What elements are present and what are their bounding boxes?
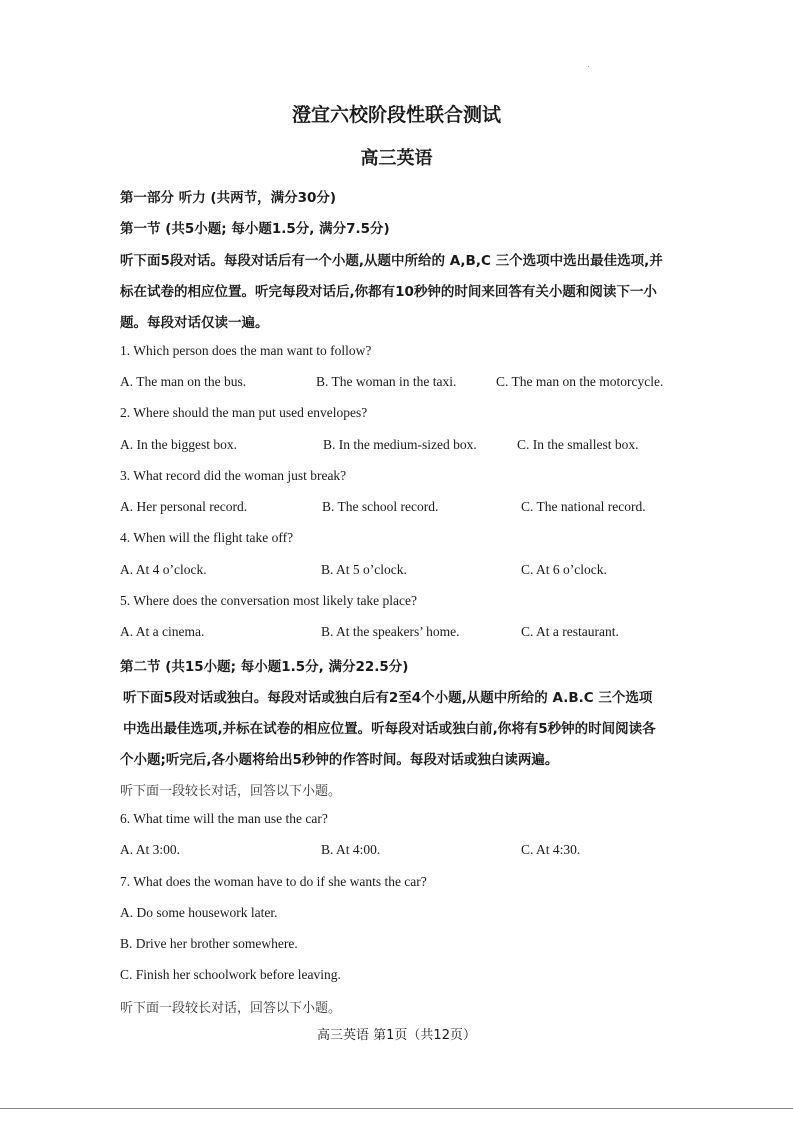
question-4-option-c: C. At 6 o’clock. bbox=[521, 562, 607, 577]
question-4-option-a: A. At 4 o’clock. bbox=[120, 562, 207, 577]
listening-note: 听下面一段较长对话，回答以下小题。 bbox=[120, 1001, 342, 1016]
bottom-divider bbox=[0, 1108, 793, 1109]
page-title: 澄宜六校阶段性联合测试 bbox=[291, 104, 501, 126]
page-subtitle: 高三英语 bbox=[360, 148, 433, 169]
question-3-option-c: C. The national record. bbox=[521, 499, 646, 514]
question-7-option-a: A. Do some housework later. bbox=[120, 905, 278, 920]
question-6-option-a: A. At 3:00. bbox=[120, 842, 181, 857]
question-6-option-b: B. At 4:00. bbox=[321, 842, 381, 857]
question-6-option-c: C. At 4:30. bbox=[521, 842, 581, 857]
question-7-option-b: B. Drive her brother somewhere. bbox=[120, 936, 298, 951]
question-5-option-a: A. At a cinema. bbox=[120, 624, 205, 639]
question-5-option-c: C. At a restaurant. bbox=[521, 624, 619, 639]
page-footer: 高三英语 第1页（共12页） bbox=[317, 1028, 476, 1043]
question-5-option-b: B. At the speakers’ home. bbox=[321, 624, 460, 639]
section2-instruction-line: 中选出最佳选项,并标在试卷的相应位置。听每段对话或独白前,你将有5秒钟的时间阅读各 bbox=[123, 721, 656, 737]
question-1-option-c: C. The man on the motorcycle. bbox=[496, 374, 664, 389]
section1-heading: 第一节 (共5小题; 每小题1.5分, 满分7.5分) bbox=[120, 221, 390, 237]
section1-instruction-line: 听下面5段对话。每段对话后有一个小题,从题中所给的 A,B,C 三个选项中选出最佳选项,并 bbox=[120, 253, 663, 269]
section1-instruction-line: 标在试卷的相应位置。听完每段对话后,你都有10秒钟的时间来回答有关小题和阅读下一小 bbox=[120, 284, 657, 300]
question-3-option-b: B. The school record. bbox=[322, 499, 439, 514]
question-7: 7. What does the woman have to do if she wants the car? bbox=[120, 874, 427, 889]
part1-heading: 第一部分 听力 (共两节，满分30分) bbox=[120, 190, 337, 206]
question-3: 3. What record did the woman just break? bbox=[120, 468, 347, 483]
question-4: 4. When will the flight take off? bbox=[120, 530, 294, 545]
question-3-option-a: A. Her personal record. bbox=[120, 499, 248, 514]
listening-note: 听下面一段较长对话，回答以下小题。 bbox=[120, 784, 342, 799]
section2-heading: 第二节 (共15小题; 每小题1.5分, 满分22.5分) bbox=[120, 659, 409, 675]
question-2-option-a: A. In the biggest box. bbox=[120, 437, 237, 452]
section1-instruction-line: 题。每段对话仅读一遍。 bbox=[120, 315, 269, 331]
question-1-option-a: A. The man on the bus. bbox=[120, 374, 247, 389]
question-5: 5. Where does the conversation most likely take place? bbox=[120, 593, 418, 608]
question-7-option-c: C. Finish her schoolwork before leaving. bbox=[120, 967, 341, 982]
question-2-option-c: C. In the smallest box. bbox=[517, 437, 639, 452]
question-1-option-b: B. The woman in the taxi. bbox=[316, 374, 457, 389]
question-1: 1. Which person does the man want to follow? bbox=[120, 343, 372, 358]
section2-instruction-line: 听下面5段对话或独白。每段对话或独白后有2至4个小题,从题中所给的 A.B.C 三个选项 bbox=[123, 690, 653, 706]
question-2: 2. Where should the man put used envelopes? bbox=[120, 405, 368, 420]
question-6: 6. What time will the man use the car? bbox=[120, 811, 328, 826]
question-4-option-b: B. At 5 o’clock. bbox=[321, 562, 407, 577]
section2-instruction-line: 个小题;听完后,各小题将给出5秒钟的作答时间。每段对话或独白读两遍。 bbox=[120, 752, 559, 768]
scan-speck bbox=[588, 66, 589, 67]
question-2-option-b: B. In the medium-sized box. bbox=[323, 437, 477, 452]
